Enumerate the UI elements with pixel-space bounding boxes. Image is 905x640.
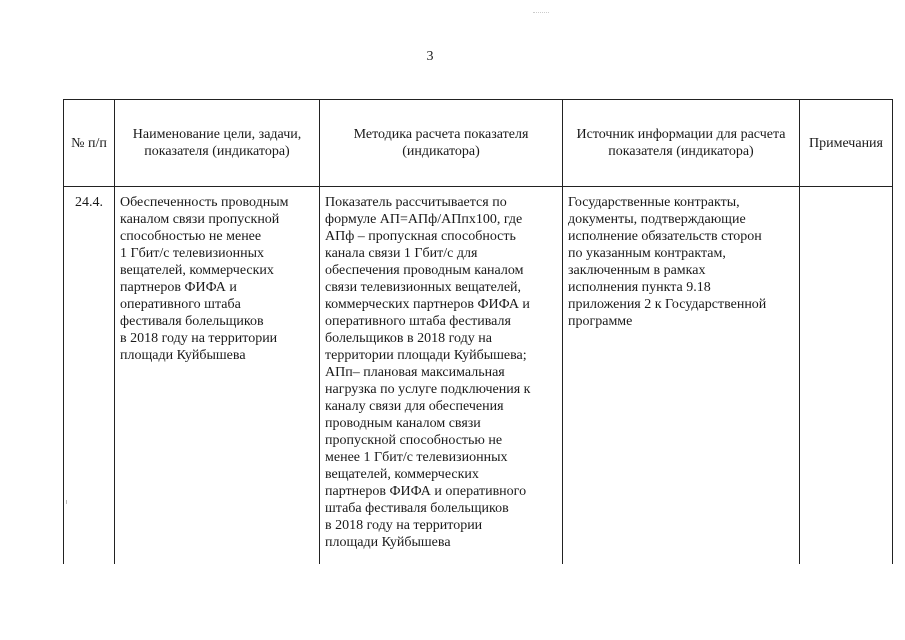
- text-line: формуле АП=АПф/АПпх100, где: [325, 212, 523, 227]
- text-line: партнеров ФИФА и оперативного: [325, 484, 527, 499]
- cell-information-source: [563, 187, 800, 565]
- header-calculation-method: Методика расчета показателя (индикатора): [320, 100, 563, 187]
- cell-notes: [800, 187, 893, 565]
- text-line: программе: [568, 314, 633, 329]
- cell-number: 24.4.: [64, 187, 115, 565]
- text-line: коммерческих партнеров ФИФА и: [325, 297, 530, 312]
- text-line: по указанным контрактам,: [568, 246, 726, 261]
- text-line: нагрузка по услуге подключения к: [325, 382, 531, 397]
- text-line: территории площади Куйбышева;: [325, 348, 527, 363]
- header-notes: Примечания: [800, 100, 893, 187]
- text-line: каналу связи для обеспечения: [325, 399, 504, 414]
- text-line: вещателей, коммерческих: [325, 467, 479, 482]
- text-line: партнеров ФИФА и: [120, 280, 237, 295]
- text-line: канала связи 1 Гбит/с для: [325, 246, 478, 261]
- text-line: оперативного штаба фестиваля: [325, 314, 511, 329]
- text-line: приложения 2 к Государственной: [568, 297, 767, 312]
- header-number: № п/п: [64, 100, 115, 187]
- text-line: АПп– плановая максимальная: [325, 365, 505, 380]
- text-line: проводным каналом связи: [325, 416, 481, 431]
- text-line: оперативного штаба: [120, 297, 241, 312]
- scan-artifact-top: [533, 12, 549, 14]
- text-line: вещателей, коммерческих: [120, 263, 274, 278]
- text-line: заключенным в рамках: [568, 263, 706, 278]
- text-line: болельщиков в 2018 году на: [325, 331, 492, 346]
- text-line: Государственные контракты,: [568, 195, 740, 210]
- text-line: в 2018 году на территории: [325, 518, 483, 533]
- text-line: пропускной способностью не: [325, 433, 503, 448]
- text-line: способностью не менее: [120, 229, 262, 244]
- scan-artifact-left: [66, 500, 67, 504]
- page-number: 3: [426, 49, 434, 64]
- text-line: обеспечения проводным каналом: [325, 263, 524, 278]
- text-line: документы, подтверждающие: [568, 212, 746, 227]
- text-line: штаба фестиваля болельщиков: [325, 501, 509, 516]
- text-line: 1 Гбит/с телевизионных: [120, 246, 264, 261]
- text-line: менее 1 Гбит/с телевизионных: [325, 450, 508, 465]
- indicator-table: [63, 99, 893, 564]
- table-header-row: [64, 100, 893, 187]
- text-line: каналом связи пропускной: [120, 212, 280, 227]
- header-information-source: Источник информации для расчета показателя (индикатора): [563, 100, 800, 187]
- text-line: площади Куйбышева: [325, 535, 451, 550]
- header-indicator-name: Наименование цели, задачи, показателя (индикатора): [115, 100, 320, 187]
- text-line: исполнения пункта 9.18: [568, 280, 711, 295]
- text-line: Показатель рассчитывается по: [325, 195, 507, 210]
- text-line: Обеспеченность проводным: [120, 195, 289, 210]
- table-row: [64, 187, 893, 565]
- cell-calculation-method: [320, 187, 563, 565]
- text-line: площади Куйбышева: [120, 348, 246, 363]
- cell-indicator-name: [115, 187, 320, 565]
- text-line: фестиваля болельщиков: [120, 314, 264, 329]
- text-line: АПф – пропускная способность: [325, 229, 516, 244]
- text-line: в 2018 году на территории: [120, 331, 278, 346]
- text-line: связи телевизионных вещателей,: [325, 280, 522, 295]
- text-line: исполнение обязательств сторон: [568, 229, 762, 244]
